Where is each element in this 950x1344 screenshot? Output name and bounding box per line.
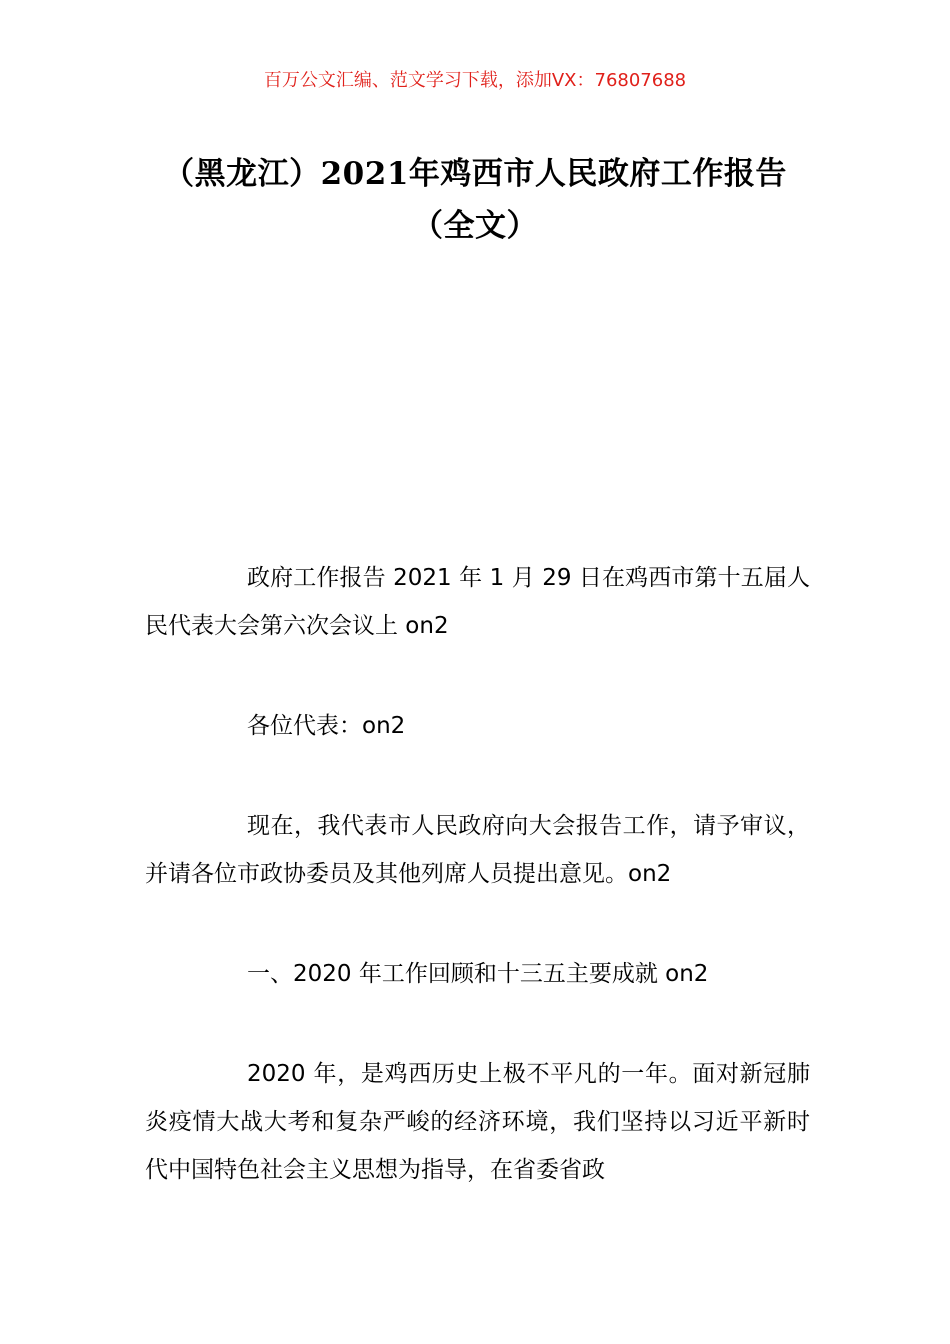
paragraph-intro: 现在，我代表市人民政府向大会报告工作，请予审议，并请各位市政协委员及其他列席人员提出意见。on2 [145, 813, 810, 887]
paragraph-review: 2020 年，是鸡西历史上极不平凡的一年。面对新冠肺炎疫情大战大考和复杂严峻的经济环境，我们坚持以习近平新时代中国特色社会主义思想为指导，在省委省政 [145, 1061, 810, 1183]
paragraph-section-heading: 一、2020 年工作回顾和十三五主要成就 on2 [247, 961, 709, 987]
document-body [145, 554, 810, 1246]
header-watermark-note: 百万公文汇编、范文学习下载，添加VX：76807688 [263, 70, 687, 91]
document-title: （黑龙江）2021年鸡西市人民政府工作报告（全文） [163, 156, 787, 244]
paragraph-report-info: 政府工作报告 2021 年 1 月 29 日在鸡西市第十五届人民代表大会第六次会议上 on2 [145, 565, 810, 639]
paragraph-salutation: 各位代表：on2 [247, 713, 406, 739]
